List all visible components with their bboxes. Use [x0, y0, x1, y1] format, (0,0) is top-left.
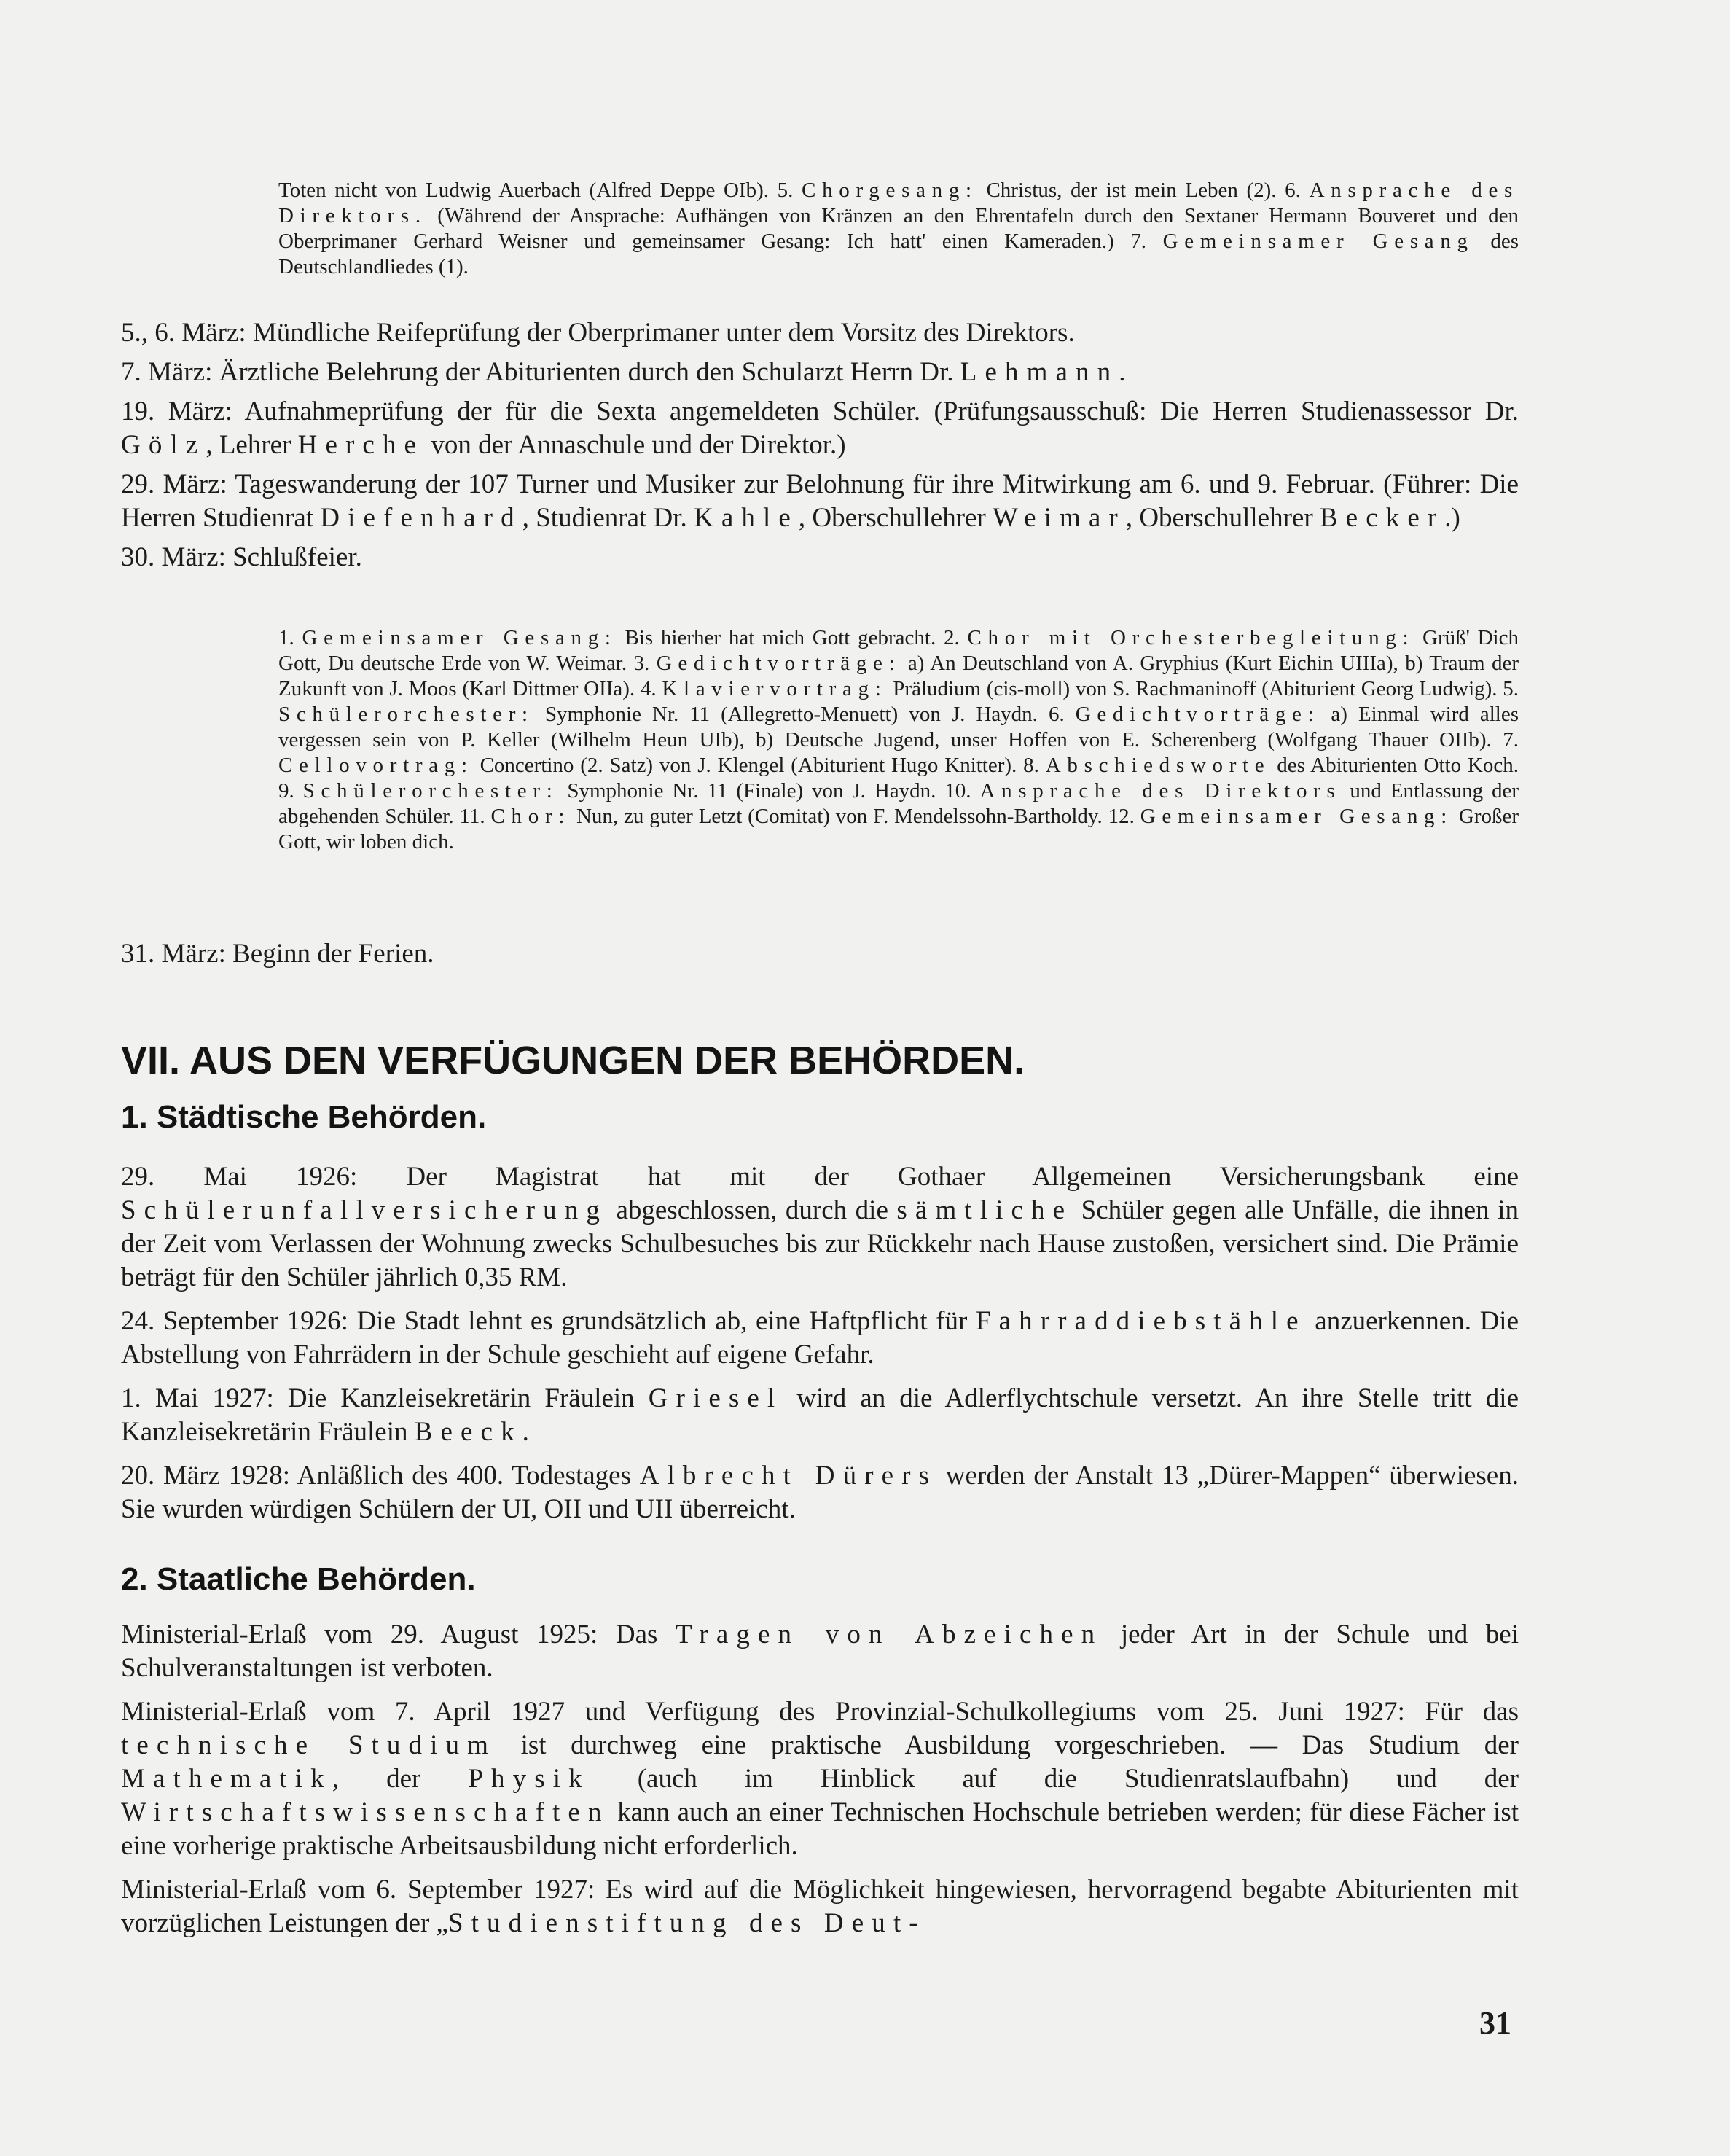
text-run: Präludium (cis-moll) von S. Rachmaninoff (Abiturient Georg Ludwig). 5.: [887, 677, 1519, 700]
page-number: 31: [1479, 2005, 1511, 2041]
spaced-text: Physik: [468, 1764, 590, 1794]
spaced-text: Studienstiftung des Deut-: [447, 1908, 926, 1938]
text-run: anzuerkennen. Die Abstellung von Fahrrädern in der Schule geschieht auf eigene Gefahr.: [121, 1306, 1519, 1370]
text-run: wird an die Adlerflychtschule versetzt. An ihre Stelle tritt die Kanzleisekretärin Fräulein: [121, 1383, 1519, 1447]
text-run: a) Einmal wird alles vergessen sein von P. Keller (Wilhelm Heun UIb), b) Deutsche Jugend, unser Hoffen von E. Scherenberg (Wolfgang Thauer OIIb). 7.: [278, 703, 1519, 751]
text-run: Symphonie Nr. 11 (Finale) von J. Haydn. 10.: [558, 779, 980, 802]
paragraph: [121, 1305, 1519, 1372]
text-run: , Studienrat Dr.: [522, 503, 694, 533]
paragraph: [121, 316, 1519, 350]
spaced-text: Herche: [297, 430, 425, 460]
spaced-text: Schülerorchester:: [278, 703, 534, 726]
spaced-text: Becker: [1319, 503, 1445, 533]
text-run: 1.: [278, 626, 302, 649]
spaced-text: Schülerunfallversicherung: [121, 1195, 608, 1225]
spaced-text: Klaviervortrag:: [662, 677, 888, 700]
text-run: 19. März: Aufnahmeprüfung der für die Sexta angemeldeten Schüler. (Prüfungsausschuß: Die Herren Studienassessor Dr.: [121, 397, 1519, 426]
section-title: VII. AUS DEN VERFÜGUNGEN DER BEHÖRDEN.: [121, 1039, 1025, 1082]
spaced-text: Weimar: [993, 503, 1126, 533]
paragraph: [121, 1873, 1519, 1940]
paragraph: [121, 541, 1519, 574]
spaced-text: Beeck.: [414, 1417, 538, 1447]
spaced-text: Albrecht Dürers: [639, 1461, 938, 1491]
text-run: a) An Deutschland von A. Gryphius (Kurt Eichin UIIIa), b) Traum der Zukunft von J. Moos (Karl Dittmer OIIa). 4.: [278, 652, 1519, 700]
spaced-text: Chor mit Orchesterbegleitung:: [967, 626, 1415, 649]
paragraph: [121, 1695, 1519, 1863]
text-run: , Oberschullehrer: [1125, 503, 1320, 533]
subsection-title-municipal: 1. Städtische Behörden.: [121, 1099, 487, 1135]
date-entries-march: [121, 316, 1519, 574]
text-run: (auch im Hinblick auf die Studienratslaufbahn) und der: [590, 1764, 1519, 1794]
text-run: Ministerial-Erlaß vom 29. August 1925: Das: [121, 1620, 676, 1649]
text-run: 5., 6. März: Mündliche Reifeprüfung der Oberprimaner unter dem Vorsitz des Direktors.: [121, 318, 1075, 348]
spaced-text: Ansprache des Direktors: [979, 779, 1342, 802]
text-run: , Lehrer: [206, 430, 298, 460]
text-run: 29. Mai 1926: Der Magistrat hat mit der Gothaer Allgemeinen Versicherungsbank eine: [121, 1162, 1519, 1192]
spaced-text: Griesel: [648, 1383, 783, 1413]
date-entries-end: [121, 937, 1519, 971]
paragraph: [121, 1618, 1519, 1685]
paragraph: [121, 1160, 1519, 1294]
spaced-text: Chor:: [490, 805, 571, 828]
spaced-text: Tragen von Abzeichen: [676, 1620, 1103, 1649]
text-run: 20. März 1928: Anläßlich des 400. Todestages: [121, 1461, 640, 1491]
text-run: des Abiturienten Otto Koch. 9.: [278, 754, 1519, 802]
memorial-program: [121, 178, 1519, 280]
spaced-text: Wirtschaftswissenschaften: [121, 1797, 610, 1827]
text-run: Toten nicht von Ludwig Auerbach (Alfred Deppe OIb). 5.: [278, 179, 802, 202]
spaced-text: technische Studium: [121, 1730, 496, 1760]
text-run: Symphonie Nr. 11 (Allegretto-Menuett) von J. Haydn. 6.: [533, 703, 1076, 726]
text-run: ist durchweg eine praktische Ausbildung vorgeschrieben. — Das Studium der: [496, 1730, 1519, 1760]
text-run: 7. März: Ärztliche Belehrung der Abiturienten durch den Schularzt Herrn Dr.: [121, 357, 960, 387]
paragraph: [121, 937, 1519, 971]
spaced-text: Gemeinsamer Gesang: [1162, 230, 1474, 253]
text-run: Concertino (2. Satz) von J. Klengel (Abiturient Hugo Knitter). 8.: [473, 754, 1046, 777]
state-entries: [121, 1618, 1519, 1940]
paragraph: [278, 625, 1519, 855]
spaced-text: Fahrraddiebstähle: [975, 1306, 1307, 1336]
text-run: Grüß' Dich Gott, Du deutsche Erde von W. Weimar. 3.: [278, 626, 1519, 675]
text-run: Bis hierher hat mich Gott gebracht. 2.: [617, 626, 968, 649]
text-run: 30. März: Schlußfeier.: [121, 542, 362, 572]
text-run: .): [1444, 503, 1460, 533]
spaced-text: Gölz: [121, 430, 206, 460]
paragraph: [121, 395, 1519, 462]
spaced-text: Chorgesang:: [802, 179, 978, 202]
text-run: jeder Art in der Schule und bei Schulveranstaltungen ist verboten.: [121, 1620, 1519, 1683]
text-run: (Während der Ansprache: Aufhängen von Kränzen an den Ehrentafeln durch den Sextaner Hermann Bouveret und den Oberprimaner Gerhard Weisner und gemeinsamer Gesang: Ich hatt' einen Kameraden.) 7.: [278, 204, 1519, 253]
spaced-text: Abschiedsworte: [1045, 754, 1271, 777]
text-run: des Deutschlandliedes (1).: [278, 230, 1519, 278]
text-run: abgeschlossen, durch die: [607, 1195, 897, 1225]
text-run: 29. März: Tageswanderung der 107 Turner und Musiker zur Belohnung für ihre Mitwirkung am 6. und 9. Februar. (Führer: Die Herren Studienrat: [121, 469, 1519, 533]
spaced-text: Ansprache des Direktors.: [278, 179, 1519, 227]
spaced-text: sämtliche: [896, 1195, 1073, 1225]
text-run: Ministerial-Erlaß vom 6. September 1927: Es wird auf die Möglichkeit hingewiesen, hervorragend begabte Abiturienten mit vorzüglichen Leistungen der „: [121, 1875, 1519, 1938]
paragraph: [121, 1382, 1519, 1449]
text-run: 31. März: Beginn der Ferien.: [121, 939, 434, 969]
spaced-text: Gemeinsamer Gesang:: [302, 626, 617, 649]
text-run: Schüler gegen alle Unfälle, die ihnen in der Zeit vom Verlassen der Wohnung zwecks Schulbesuches bis zur Rückkehr nach Hause zustoßen, versichert sind. Die Prämie beträgt für den Schüler jährlich 0,35 RM.: [121, 1195, 1519, 1292]
municipal-entries: [121, 1160, 1519, 1526]
spaced-text: Mathematik: [121, 1764, 332, 1794]
spaced-text: Cellovortrag:: [278, 754, 474, 777]
text-run: , der: [332, 1764, 469, 1794]
text-run: und Entlassung der abgehenden Schüler. 11.: [278, 779, 1519, 828]
spaced-text: Gemeinsamer Gesang:: [1140, 805, 1453, 828]
text-run: werden der Anstalt 13 „Dürer-Mappen“ überwiesen. Sie wurden würdigen Schülern der UI, OII und UII überreicht.: [121, 1461, 1519, 1524]
spaced-text: Kahle: [694, 503, 799, 533]
final-ceremony-program: [121, 625, 1519, 855]
spaced-text: Schülerorchester:: [302, 779, 559, 802]
spaced-text: Lehmann.: [960, 357, 1134, 387]
paragraph: [121, 468, 1519, 535]
subsection-title-state: 2. Staatliche Behörden.: [121, 1561, 476, 1597]
text-run: Großer Gott, wir loben dich.: [278, 805, 1519, 854]
text-run: kann auch an einer Technischen Hochschule betrieben werden; für diese Fächer ist eine vorherige praktische Arbeitsausbildung nicht erforderlich.: [121, 1797, 1519, 1861]
text-run: 1. Mai 1927: Die Kanzleisekretärin Fräulein: [121, 1383, 649, 1413]
text-run: Ministerial-Erlaß vom 7. April 1927 und Verfügung des Provinzial-Schulkollegiums vom 25. Juni 1927: Für das: [121, 1697, 1519, 1727]
paragraph: [121, 1459, 1519, 1526]
spaced-text: Diefenhard: [320, 503, 522, 533]
spaced-text: Gedichtvorträge:: [1075, 703, 1320, 726]
spaced-text: Gedichtvorträge:: [656, 652, 901, 675]
paragraph: [121, 356, 1519, 389]
text-run: 24. September 1926: Die Stadt lehnt es grundsätzlich ab, eine Haftpflicht für: [121, 1306, 976, 1336]
text-run: , Oberschullehrer: [798, 503, 993, 533]
text-run: Nun, zu guter Letzt (Comitat) von F. Mendelssohn-Bartholdy. 12.: [571, 805, 1140, 828]
paragraph: [278, 178, 1519, 280]
text-run: von der Annaschule und der Direktor.): [424, 430, 846, 460]
text-run: Christus, der ist mein Leben (2). 6.: [977, 179, 1310, 202]
